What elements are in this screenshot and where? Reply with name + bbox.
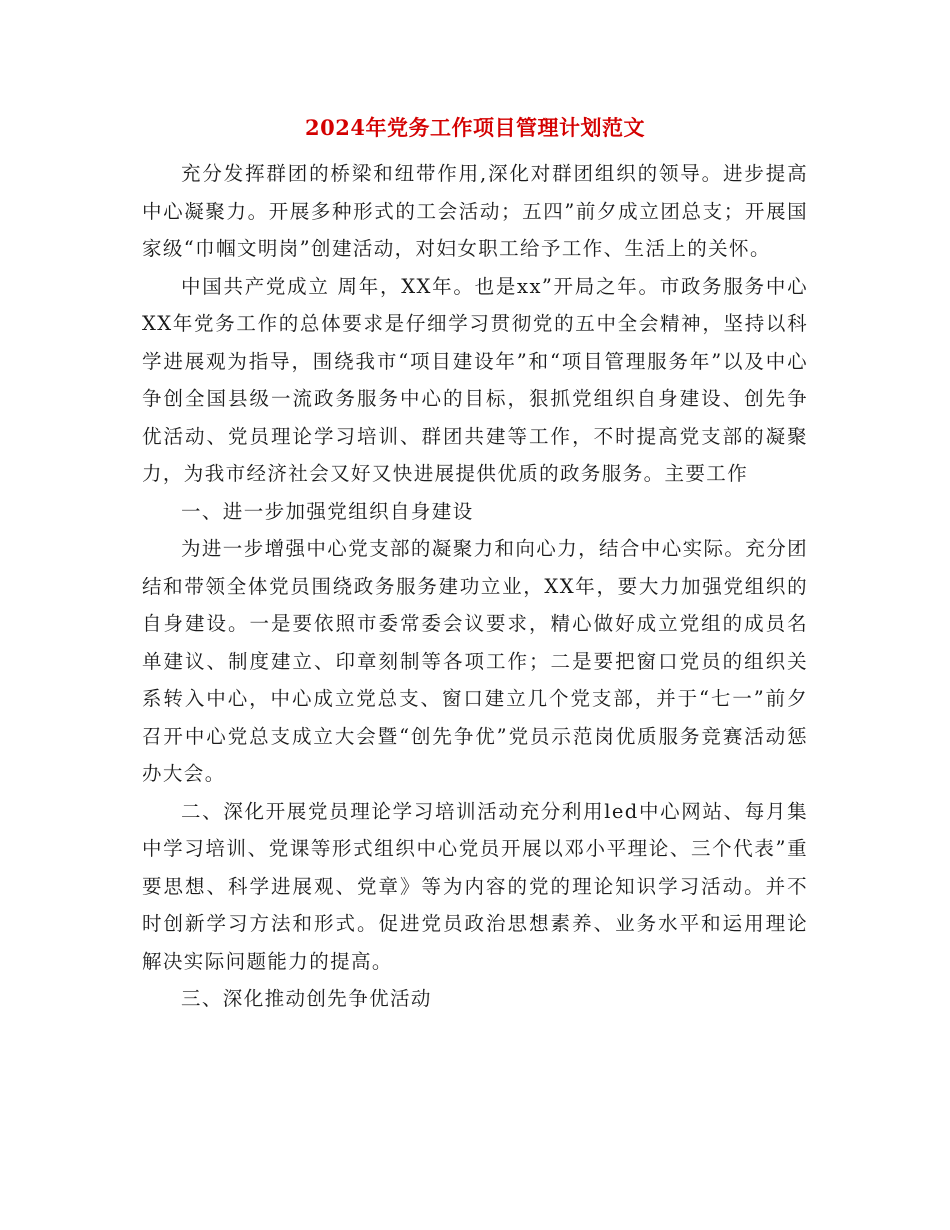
document-body — [142, 155, 808, 1018]
section-heading-1: 一、进一步加强党组织自身建设 — [181, 499, 474, 523]
paragraph-1: 充分发挥群团的桥梁和纽带作用,深化对群团组织的领导。进步提高中心凝聚力。开展多种形式的工会活动；五四”前夕成立团总支；开展国家级“巾帼文明岗”创建活动，对妇女职工给予工作、生活上的关怀。 — [142, 162, 808, 260]
section-heading-3: 三、深化推动创先争优活动 — [181, 987, 432, 1010]
document-title: 2024年党务工作项目管理计划范文 — [305, 115, 645, 140]
paragraph-3: 为进一步增强中心党支部的凝聚力和向心力，结合中心实际。充分团结和带领全体党员围绕政务服务建功立业，XX年，要大力加强党组织的自身建设。一是要依照市委常委会议要求，精心做好成立党组的成员名单建议、制度建立、印章刻制等各项工作；二是要把窗口党员的组织关系转入中心，中心成立党总支、窗口建立几个党支部，并于“七一”前夕召开中心党总支成立大会暨“创先争优”党员示范岗优质服务竞赛活动惩办大会。 — [142, 537, 809, 785]
paragraph-2: 中国共产党成立 周年，XX年。也是xx”开局之年。市政务服务中心XX年党务工作的总体要求是仔细学习贯彻党的五中全会精神，坚持以科学进展观为指导，围绕我市“项目建设年”和“项目管理服务年”以及中心争创全国县级一流政务服务中心的目标，狠抓党组织自身建设、创先争优活动、党员理论学习培训、群团共建等工作，不时提高党支部的凝聚力，为我市经济社会又好又快进展提供优质的政务服务。主要工作 — [142, 274, 808, 485]
paragraph-4: 二、深化开展党员理论学习培训活动充分利用led中心网站、每月集中学习培训、党课等形式组织中心党员开展以邓小平理论、三个代表”重要思想、科学进展观、党章》等为内容的党的理论知识学习活动。并不时创新学习方法和形式。促进党员政治思想素养、业务水平和运用理论解决实际问题能力的提高。 — [142, 799, 808, 973]
